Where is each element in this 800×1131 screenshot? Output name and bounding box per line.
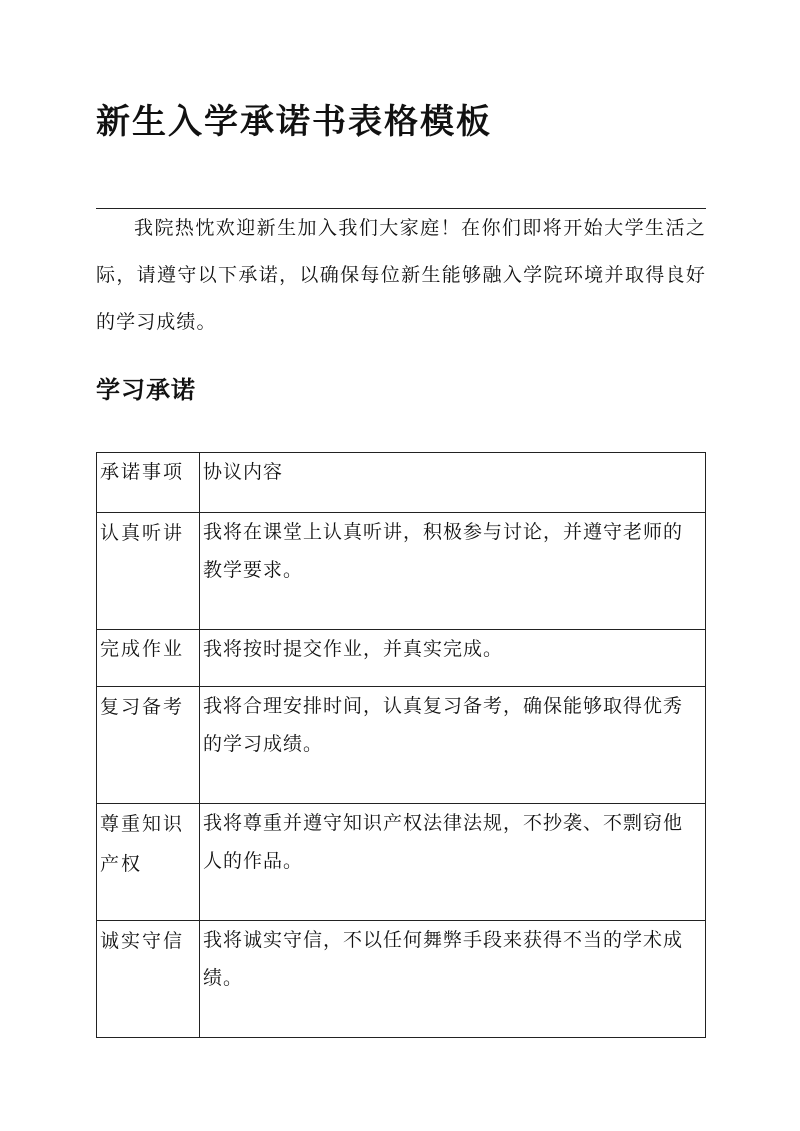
- content-cell: [200, 513, 706, 630]
- pledge-item: 诚实守信: [100, 930, 185, 952]
- header-item-label: 承诺事项: [100, 461, 185, 483]
- pledge-content: 我将合理安排时间，认真复习备考，确保能够取得优秀的学习成绩。: [203, 695, 684, 755]
- pledge-content: 我将在课堂上认真听讲，积极参与讨论，并遵守老师的教学要求。: [203, 521, 684, 581]
- pledge-table: [96, 452, 706, 1038]
- section-title: 学习承诺: [96, 375, 196, 404]
- table-row: [97, 804, 706, 921]
- table-row: [97, 921, 706, 1038]
- intro-paragraph: 我院热忱欢迎新生加入我们大家庭！在你们即将开始大学生活之际，请遵守以下承诺，以确保每位新生能够融入学院环境并取得良好的学习成绩。: [96, 217, 706, 333]
- item-cell: [97, 630, 200, 687]
- header-content-label: 协议内容: [203, 461, 284, 483]
- document-title: 新生入学承诺书表格模板: [96, 102, 492, 142]
- pledge-item: 完成作业: [100, 638, 185, 660]
- content-cell: [200, 630, 706, 687]
- item-cell: [97, 804, 200, 921]
- item-cell: [97, 687, 200, 804]
- pledge-content: 我将按时提交作业，并真实完成。: [203, 638, 504, 660]
- header-item-cell: [97, 453, 200, 513]
- table-row: [97, 513, 706, 630]
- table-row: [97, 630, 706, 687]
- pledge-item: 复习备考: [100, 696, 185, 718]
- pledge-content: 我将诚实守信，不以任何舞弊手段来获得不当的学术成绩。: [203, 929, 684, 989]
- table-header-row: [97, 453, 706, 513]
- item-cell: [97, 513, 200, 630]
- header-content-cell: [200, 453, 706, 513]
- content-cell: [200, 804, 706, 921]
- table-row: [97, 687, 706, 804]
- pledge-item: 尊重知识产权: [100, 813, 185, 875]
- item-cell: [97, 921, 200, 1038]
- content-cell: [200, 687, 706, 804]
- pledge-item: 认真听讲: [100, 522, 185, 544]
- pledge-content: 我将尊重并遵守知识产权法律法规，不抄袭、不剽窃他人的作品。: [203, 812, 684, 872]
- content-cell: [200, 921, 706, 1038]
